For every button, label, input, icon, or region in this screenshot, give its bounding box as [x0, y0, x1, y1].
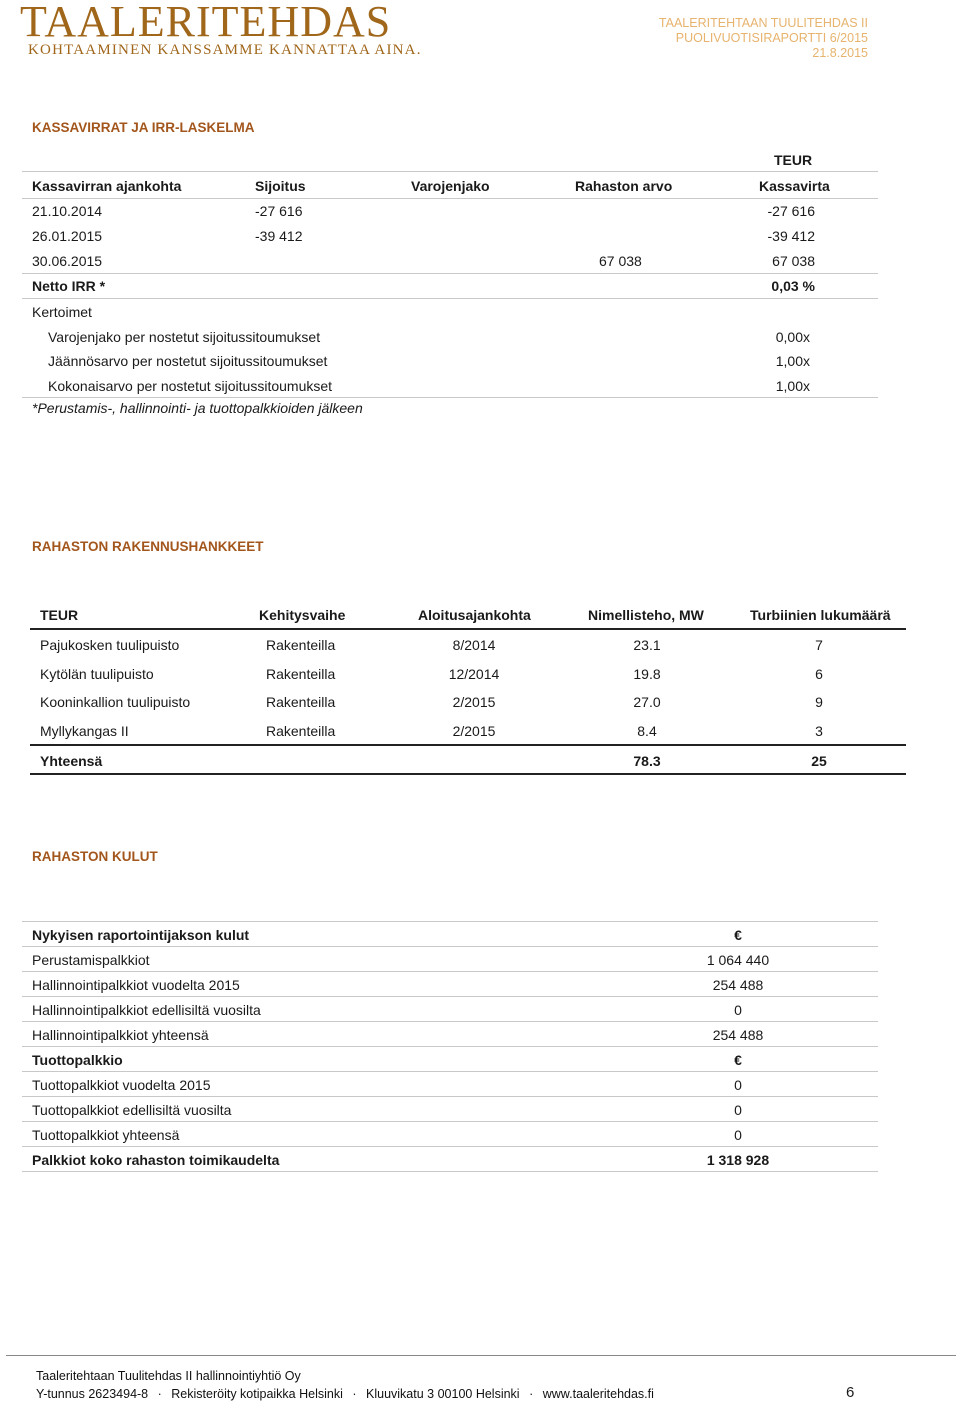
cost-label: Hallinnointipalkkiot vuodelta 2015: [32, 977, 240, 993]
cost-label: Perustamispalkkiot: [32, 952, 150, 968]
costs-section-title: RAHASTON KULUT: [32, 849, 158, 864]
company-tagline: KOHTAAMINEN KANSSAMME KANNATTAA AINA.: [28, 42, 422, 58]
cashflow-date: 30.06.2015: [32, 253, 103, 269]
cost-label: Nykyisen raportointijakson kulut: [32, 927, 250, 943]
multiplier-label: Varojenjako per nostetut sijoitussitoumukset: [48, 329, 321, 345]
cashflow-value: 67 038: [772, 253, 815, 269]
projects-col-start: Aloitusajankohta: [418, 607, 531, 623]
cost-value: 254 488: [712, 977, 764, 993]
projects-section-title: RAHASTON RAKENNUSHANKKEET: [32, 539, 264, 554]
footer-address: Kluuvikatu 3 00100 Helsinki: [366, 1387, 520, 1401]
project-turbines: 6: [815, 666, 823, 682]
project-capacity: 8.4: [637, 723, 657, 739]
footer-domicile: Rekisteröity kotipaikka Helsinki: [171, 1387, 343, 1401]
cashflow-col-cashflow: Kassavirta: [759, 178, 830, 194]
footer-divider: [6, 1355, 956, 1356]
multiplier-value: 1,00x: [775, 378, 810, 394]
cashflow-col-distribution: Varojenjako: [411, 178, 490, 194]
footer-company: Taaleritehtaan Tuulitehdas II hallinnointiyhtiö Oy: [36, 1369, 301, 1383]
multipliers-label: Kertoimet: [32, 304, 92, 320]
cashflow-date: 26.01.2015: [32, 228, 103, 244]
project-turbines: 3: [815, 723, 823, 739]
document-title: TAALERITEHTAAN TUULITEHDAS II: [658, 16, 868, 30]
project-turbines: 9: [815, 694, 823, 710]
company-logo: TAALERITEHDAS: [20, 0, 392, 46]
cashflow-value: -27 616: [767, 203, 815, 219]
project-phase: Rakenteilla: [266, 666, 336, 682]
cost-value: 0: [734, 1102, 742, 1118]
project-start: 12/2014: [448, 666, 500, 682]
document-date: 21.8.2015: [812, 46, 868, 60]
document-subtitle: PUOLIVUOTISIRAPORTTI 6/2015: [675, 31, 868, 45]
project-start: 2/2015: [452, 694, 496, 710]
project-start: 8/2014: [452, 637, 496, 653]
cashflow-col-fund-value: Rahaston arvo: [575, 178, 673, 194]
cost-value: €: [734, 927, 742, 943]
cost-label: Tuottopalkkio: [32, 1052, 123, 1068]
multiplier-label: Jäännösarvo per nostetut sijoitussitoumukset: [48, 353, 328, 369]
project-name: Myllykangas II: [40, 723, 129, 739]
cost-label: Hallinnointipalkkiot edellisiltä vuosilta: [32, 1002, 261, 1018]
footer-business-id: Y-tunnus 2623494-8: [36, 1387, 149, 1401]
project-name: Pajukosken tuulipuisto: [40, 637, 180, 653]
cost-label: Tuottopalkkiot edellisiltä vuosilta: [32, 1102, 232, 1118]
project-phase: Rakenteilla: [266, 637, 336, 653]
project-name: Kooninkallion tuulipuisto: [40, 694, 191, 710]
cost-value: 1 318 928: [706, 1152, 770, 1168]
project-name: Kytölän tuulipuisto: [40, 666, 154, 682]
projects-col-capacity: Nimellisteho, MW: [588, 607, 704, 623]
cost-value: 0: [734, 1077, 742, 1093]
cost-value: 254 488: [712, 1027, 764, 1043]
cost-label: Tuottopalkkiot yhteensä: [32, 1127, 180, 1143]
projects-total-capacity: 78.3: [633, 753, 661, 769]
irr-label: Netto IRR *: [32, 278, 106, 294]
project-phase: Rakenteilla: [266, 723, 336, 739]
page-number: 6: [846, 1384, 855, 1401]
cashflow-value: -39 412: [767, 228, 815, 244]
project-turbines: 7: [815, 637, 823, 653]
cashflow-investment: -39 412: [255, 228, 303, 244]
footer-separator: ·: [529, 1387, 534, 1401]
footer-separator: ·: [352, 1387, 357, 1401]
cashflow-date: 21.10.2014: [32, 203, 103, 219]
projects-col-turbines: Turbiinien lukumäärä: [750, 607, 891, 623]
cashflow-col-investment: Sijoitus: [255, 178, 306, 194]
projects-col-phase: Kehitysvaihe: [259, 607, 346, 623]
cashflow-unit: TEUR: [774, 152, 813, 168]
projects-total-turbines: 25: [811, 753, 827, 769]
multiplier-label: Kokonaisarvo per nostetut sijoitussitoumukset: [48, 378, 333, 394]
cost-label: Hallinnointipalkkiot yhteensä: [32, 1027, 209, 1043]
projects-total-label: Yhteensä: [40, 753, 103, 769]
cost-label: Tuottopalkkiot vuodelta 2015: [32, 1077, 211, 1093]
multiplier-value: 1,00x: [775, 353, 810, 369]
footer-website[interactable]: www.taaleritehdas.fi: [542, 1387, 654, 1401]
project-capacity: 23.1: [633, 637, 661, 653]
cost-value: 0: [734, 1002, 742, 1018]
irr-footnote: *Perustamis-, hallinnointi- ja tuottopalkkioiden jälkeen: [32, 400, 363, 416]
footer-details: [36, 1385, 654, 1403]
multiplier-value: 0,00x: [775, 329, 810, 345]
cost-value: 0: [734, 1127, 742, 1143]
cashflow-section-title: KASSAVIRRAT JA IRR-LASKELMA: [32, 120, 255, 135]
cost-value: 1 064 440: [706, 952, 770, 968]
cashflow-fund-value: 67 038: [599, 253, 642, 269]
cashflow-investment: -27 616: [255, 203, 303, 219]
projects-col-unit: TEUR: [40, 607, 79, 623]
cost-value: €: [734, 1052, 742, 1068]
project-capacity: 19.8: [633, 666, 661, 682]
cost-label: Palkkiot koko rahaston toimikaudelta: [32, 1152, 280, 1168]
project-start: 2/2015: [452, 723, 496, 739]
project-capacity: 27.0: [633, 694, 661, 710]
project-phase: Rakenteilla: [266, 694, 336, 710]
footer-separator: ·: [157, 1387, 162, 1401]
cashflow-col-date: Kassavirran ajankohta: [32, 178, 182, 194]
irr-value: 0,03 %: [771, 278, 815, 294]
